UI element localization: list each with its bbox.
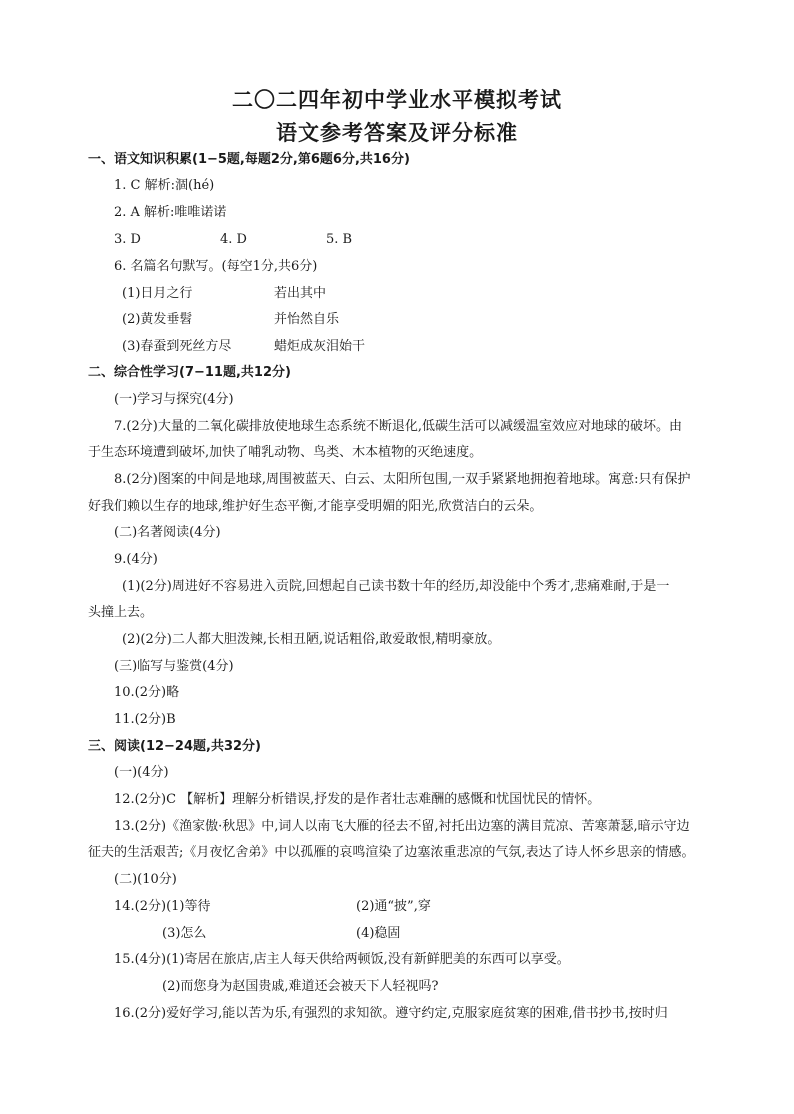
exam-title: 二〇二四年初中学业水平模拟考试	[232, 88, 562, 112]
answer-q9-1-line1: (1)(2分)周进好不容易进入贡院,回想起自己读书数十年的经历,却没能中个秀才,悲痛难耐,于是一	[122, 579, 670, 594]
answer-q11: 11.(2分)B	[114, 712, 176, 727]
subsection-3-2: (二)(10分)	[114, 872, 177, 887]
q6-blank-2a: (2)黄发垂髫	[122, 312, 193, 327]
section-1-heading: 一、语文知识积累(1−5题,每题2分,第6题6分,共16分)	[88, 152, 410, 167]
answer-q9-2: (2)(2分)二人都大胆泼辣,长相丑陋,说话粗俗,敢爱敢恨,精明豪放。	[122, 632, 501, 647]
q6-blank-3b: 蜡炬成灰泪始干	[274, 339, 366, 354]
answer-q7-line1: 7.(2分)大量的二氧化碳排放使地球生态系统不断退化,低碳生活可以减缓温室效应对地球的破坏。由	[114, 419, 682, 434]
answer-q4: 4. D	[220, 232, 247, 247]
answer-q9: 9.(4分)	[114, 552, 158, 567]
answer-q13-line1: 13.(2分)《渔家傲·秋思》中,词人以南飞大雁的径去不留,衬托出边塞的满目荒凉、苦寒萧瑟,暗示守边	[114, 819, 690, 834]
answer-q15-1: 15.(4分)(1)寄居在旅店,店主人每天供给两顿饭,没有新鲜肥美的东西可以享受。	[114, 952, 570, 967]
answer-q2: 2. A 解析:唯唯诺诺	[114, 205, 227, 220]
q6-blank-2b: 并怡然自乐	[274, 312, 340, 327]
answer-q14-4: (4)稳固	[356, 926, 401, 941]
subsection-2-3: (三)临写与鉴赏(4分)	[114, 659, 234, 674]
subsection-2-2: (二)名著阅读(4分)	[114, 525, 221, 540]
answer-q7-line2: 于生态环境遭到破坏,加快了哺乳动物、鸟类、木本植物的灭绝速度。	[88, 445, 483, 460]
answer-q14-2: (2)通“披”,穿	[356, 899, 431, 914]
answer-key-title: 语文参考答案及评分标准	[276, 121, 518, 145]
answer-q15-2: (2)而您身为赵国贵戚,难道还会被天下人轻视吗?	[162, 979, 439, 994]
q6-blank-1a: (1)日月之行	[122, 286, 193, 301]
answer-q14-1: 14.(2分)(1)等待	[114, 899, 211, 914]
answer-q6-heading: 6. 名篇名句默写。(每空1分,共6分)	[114, 259, 318, 274]
answer-q13-line2: 征夫的生活艰苦;《月夜忆舍弟》中以孤雁的哀鸣渲染了边塞浓重悲凉的气氛,表达了诗人怀乡思亲的情感。	[88, 845, 695, 860]
subsection-2-1: (一)学习与探究(4分)	[114, 392, 234, 407]
answer-q16: 16.(2分)爱好学习,能以苦为乐,有强烈的求知欲。遵守约定,克服家庭贫寒的困难,借书抄书,按时归	[114, 1006, 668, 1021]
answer-q3: 3. D	[114, 232, 141, 247]
section-3-heading: 三、阅读(12−24题,共32分)	[88, 739, 261, 754]
answer-q9-1-line2: 头撞上去。	[88, 605, 154, 620]
answer-q10: 10.(2分)略	[114, 685, 180, 700]
answer-q5: 5. B	[326, 232, 353, 247]
answer-q12: 12.(2分)C 【解析】理解分析错误,抒发的是作者壮志难酬的感慨和忧国忧民的情怀。	[114, 792, 601, 807]
answer-q8-line1: 8.(2分)图案的中间是地球,周围被蓝天、白云、太阳所包围,一双手紧紧地拥抱着地球。寓意:只有保护	[114, 472, 691, 487]
q6-blank-1b: 若出其中	[274, 286, 327, 301]
answer-q8-line2: 好我们赖以生存的地球,维护好生态平衡,才能享受明媚的阳光,欣赏洁白的云朵。	[88, 499, 543, 514]
subsection-3-1: (一)(4分)	[114, 765, 169, 780]
q6-blank-3a: (3)春蚕到死丝方尽	[122, 339, 232, 354]
answer-q14-3: (3)怎么	[162, 926, 207, 941]
answer-q1: 1. C 解析:涸(hé)	[114, 178, 215, 193]
section-2-heading: 二、综合性学习(7−11题,共12分)	[88, 365, 291, 380]
